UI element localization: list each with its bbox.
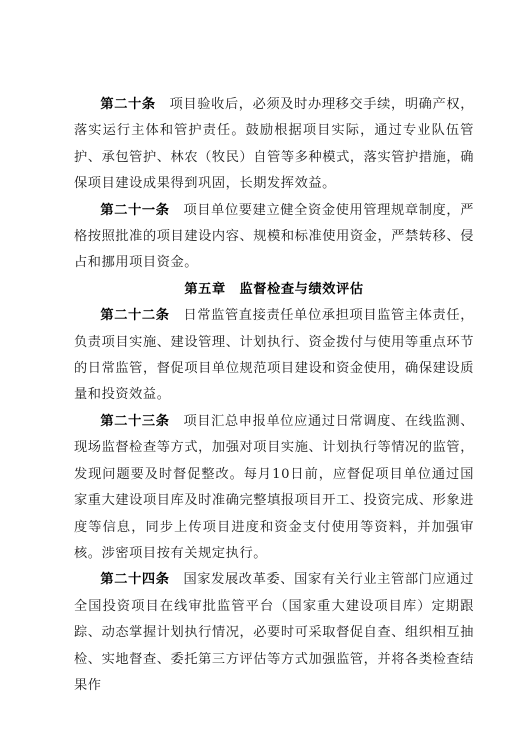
article-24 (74, 567, 474, 699)
article-text: 项目验收后，必须及时办理移交手续，明确产权，落实运行主体和管护责任。鼓励根据项目实际，通过专业队伍管护、承包管护、林农（牧民）自管等多种模式，落实管护措施，确保项目建设成果得到巩固，长期发挥效益。 (74, 97, 474, 192)
article-text: 日常监管直接责任单位承担项目监管主体责任，负责项目实施、建设管理、计划执行、资金拨付与使用等重点环节的日常监管，督促项目单位规范项目建设和资金使用，确保建设质量和投资效益。 (74, 308, 474, 403)
article-number: 第二十一条 (100, 202, 170, 218)
article-text: 国家发展改革委、国家有关行业主管部门应通过全国投资项目在线审批监管平台（国家重大建设项目库）定期跟踪、动态掌握计划执行情况，必要时可采取督促自查、组织相互抽检、实地督查、委托第三方评估等方式加强监管，并将各类检查结果作 (74, 572, 474, 693)
article-number: 第二十四条 (100, 572, 170, 588)
article-22 (74, 303, 474, 409)
document-body (74, 92, 474, 699)
article-20 (74, 92, 474, 198)
article-text: 项目单位要建立健全资金使用管理规章制度，严格按照批准的项目建设内容、规模和标准使用资金，严禁转移、侵占和挪用项目资金。 (74, 202, 474, 271)
article-21 (74, 198, 474, 277)
article-number: 第二十条 (100, 97, 156, 112)
article-text: 项目汇总申报单位应通过日常调度、在线监测、现场监督检查等方式，加强对项目实施、计划执行等情况的监管，发现问题要及时督促整改。每月10日前，应督促项目单位通过国家重大建设项目库及时准确完整填报项目开工、投资完成、形象进度等信息，同步上传项目进度和资金支付使用等资料，并加强审核。涉密项目按有关规定执行。 (74, 413, 474, 561)
article-number: 第二十二条 (100, 308, 170, 324)
article-23 (74, 409, 474, 567)
chapter-title: 第五章 监督检查与绩效评估 (184, 281, 364, 297)
article-number: 第二十三条 (100, 413, 170, 429)
